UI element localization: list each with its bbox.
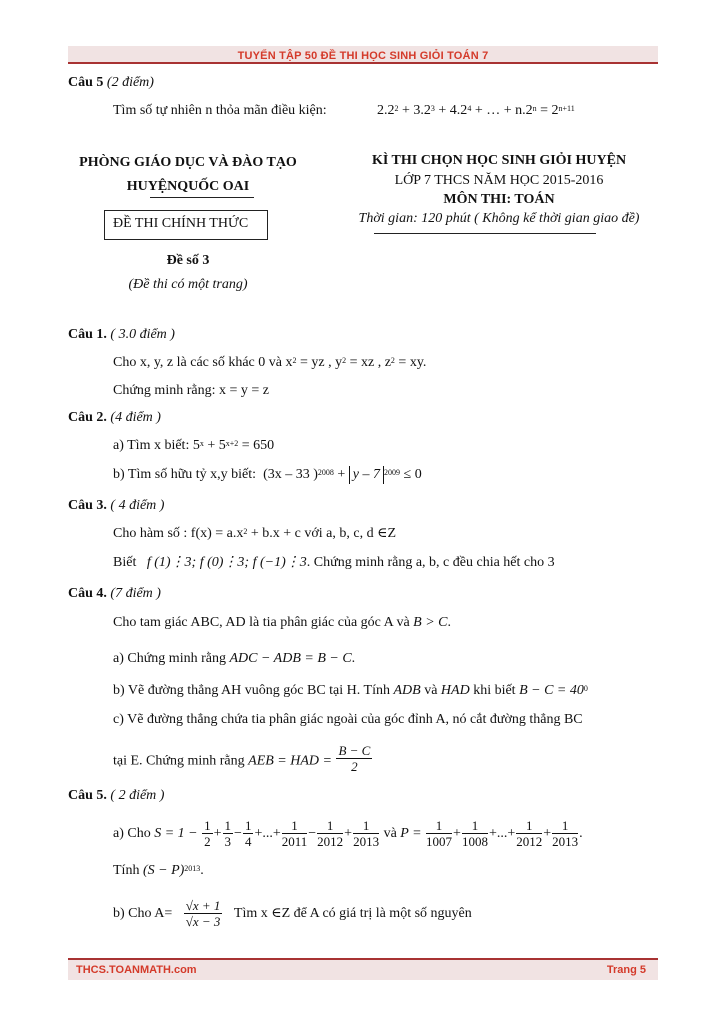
org-line-2: HUYỆNQUỐC OAI [126, 179, 250, 194]
page-footer [68, 958, 658, 980]
footer-site: THCS.TOANMATH.com [76, 964, 197, 976]
exam-number: Đề số 3 [166, 253, 210, 268]
q4-a: a) Chứng minh rằng ADC − ADB = B − C. [113, 651, 356, 666]
prev-question-text: Tìm số tự nhiên n thỏa mãn điều kiện: [113, 103, 327, 118]
q2-heading: Câu 2. (4 điểm ) [68, 410, 161, 425]
q4-b: b) Vẽ đường thẳng AH vuông góc BC tại H. Tính ADB và HAD khi biết $B - C = 40^0$ [113, 683, 588, 698]
q1-line2: Chứng minh rằng: x = y = z [113, 383, 269, 398]
q4-c2: tại E. Chứng minh rằng AEB = HAD = $\frac{B - C}{2}$ [113, 743, 371, 774]
org-underline [150, 197, 254, 198]
q4-intro: Cho tam giác ABC, AD là tia phân giác của góc A và B > C. [113, 615, 452, 630]
footer-page-number: Trang 5 [606, 964, 646, 976]
exam-note: (Đề thi có một trang) [128, 277, 248, 292]
exam-subject: MÔN THI: TOÁN [443, 192, 555, 207]
page-header [68, 46, 658, 64]
q2-b: b) Tìm số hữu tỷ x,y biết: (3x – 33 )$^{2008}$ + y – 7 $^{2009}$ ≤ 0 [113, 467, 422, 482]
q1-line1: Cho x, y, z là các số khác 0 và $x^2$ = yz , $y^2$ = xz , $z^2$ = xy. [113, 355, 427, 370]
q4-heading: Câu 4. (7 điểm ) [68, 586, 161, 601]
q2-a: a) Tìm x biết: $5^x + 5^{x+2} = 650$ [113, 438, 275, 453]
q5-b: b) Cho A= $\frac{√x + 1}{√x - 3}$ Tìm x ∈Z để A có giá trị là một số nguyên [113, 898, 472, 930]
q5-tinh: Tính $(S - P)^{2013}$. [113, 863, 204, 878]
exam-underline [374, 233, 596, 234]
q1-heading: Câu 1. ( 3.0 điểm ) [68, 327, 175, 342]
q5-heading: Câu 5. ( 2 điểm ) [68, 788, 165, 803]
q3-heading: Câu 3. ( 4 điểm ) [68, 498, 165, 513]
header-title: TUYỂN TẬP 50 ĐỀ THI HỌC SINH GIỎI TOÁN 7 [237, 50, 489, 62]
exam-grade: LỚP 7 THCS NĂM HỌC 2015-2016 [394, 173, 604, 188]
prev-question-formula: $2.2^2 + 3.2^3 + 4.2^4$ + … + $n.2^n = 2^{n+11}$ [377, 103, 575, 118]
q3-line1: Cho hàm số : $f(x) = a.x^2 + b.x + c$ với a, b, c, d ∈Z [113, 526, 397, 541]
official-exam-box: ĐỀ THI CHÍNH THỨC [104, 210, 268, 240]
q4-c1: c) Vẽ đường thẳng chứa tia phân giác ngoài của góc đỉnh A, nó cắt đường thẳng BC [113, 712, 583, 727]
q3-line2: Biết f (1)⋮3; f (0)⋮3; f (−1)⋮3. Chứng minh rằng a, b, c đều chia hết cho 3 [113, 555, 555, 570]
q5-a: a) Cho S = 1 − $\frac{1}{2}$ + $\frac{1}{3}$ − $\frac{1}{4}$ +...+ $\frac{1}{2011}$ − $\frac{1}{2012}$ + $\frac{1}{2013}$ và P = $\frac{1}{1007}$ + $\frac{1}{1008}$ +...+ $\frac{1}{2012}$ + $\frac{1}{2013}$ . [113, 818, 583, 850]
org-line-1: PHÒNG GIÁO DỤC VÀ ĐÀO TẠO [79, 155, 297, 170]
prev-question-heading: Câu 5 (2 điểm) [68, 75, 154, 90]
exam-time: Thời gian: 120 phút ( Không kể thời gian giao đề) [358, 211, 640, 226]
exam-title: KÌ THI CHỌN HỌC SINH GIỎI HUYỆN [371, 153, 627, 168]
